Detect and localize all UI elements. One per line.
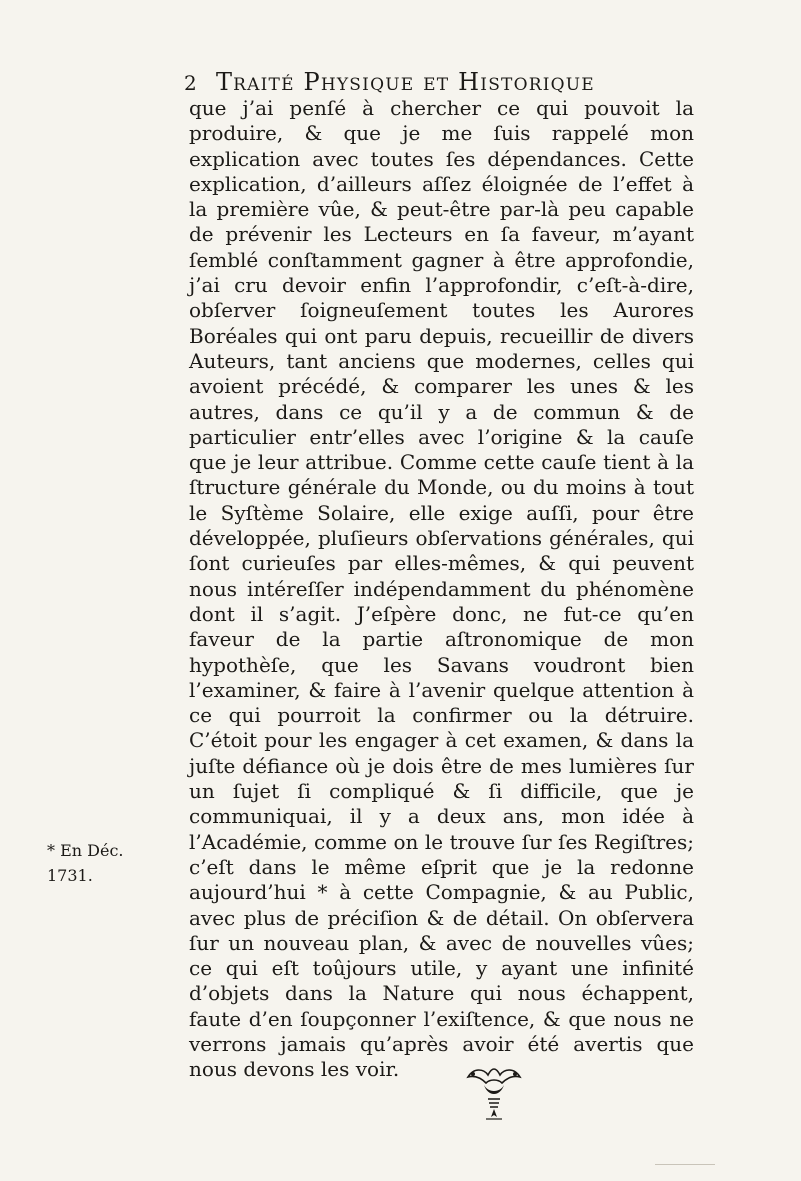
body-text [189, 96, 694, 1083]
margin-note-line-1: * En Déc. [47, 841, 124, 860]
floral-fleuron-icon [462, 1063, 526, 1125]
body-paragraph: que j’ai penſé à chercher ce qui pouvoit la produire, & que je me ſuis rappelé mon explication avec toutes ſes dépendances. Cette explication, d’ailleurs aſſez éloignée de l’effet à la première vûe, & peut-être par-là peu capable de prévenir les Lecteurs en ſa faveur, m’ayant ſemblé conſtamment gagner à être approfondie, j’ai cru devoir enfin l’approfondir, c’eſt-à-dire, obſerver ſoigneuſement toutes les Aurores Boréales qui ont paru depuis, recueillir de divers Auteurs, tant anciens que modernes, celles qui avoient précédé, & comparer les unes & les autres, dans ce qu’il y a de commun & de particulier entr’elles avec l’origine & la cauſe que je leur attribue. Comme cette cauſe tient à la ſtructure générale du Monde, ou du moins à tout le Syſtème Solaire, elle exige auſſi, pour être développée, pluſieurs obſervations générales, qui ſont curieuſes par elles-mêmes, & qui peuvent nous intéreſſer indépendamment du phénomène dont il s’agit. J’eſpère donc, ne fut-ce qu’en faveur de la partie aſtronomique de mon hypothèſe, que les Savans voudront bien l’examiner, & faire à l’avenir quelque attention à ce qui pourroit la confirmer ou la détruire. C’étoit pour les engager à cet examen, & dans la juſte défiance où je dois être de mes lumières ſur un ſujet ſi compliqué & ſi difficile, que je communiquai, il y a deux ans, mon idée à l’Académie, comme on le trouve ſur ſes Regiſtres; c’eſt dans le même eſprit que je la redonne aujourd’hui * à cette Compagnie, & au Public, avec plus de préciſion & de détail. On obſervera ſur un nouveau plan, & avec de nouvelles vûes; ce qui eſt toûjours utile, y ayant une infinité d’objets dans la Nature qui nous échappent, faute d’en ſoupçonner l’exiſtence, & que nous ne verrons jamais qu’après avoir été avertis que nous devons les voir. [189, 96, 694, 1082]
margin-note-line-2: 1731. [47, 866, 93, 885]
margin-note [47, 838, 135, 888]
page-edge-mark [655, 1164, 715, 1165]
page-number: 2 [184, 71, 198, 95]
running-title: Traité Physique et Historique [215, 68, 595, 96]
running-header [184, 68, 690, 96]
